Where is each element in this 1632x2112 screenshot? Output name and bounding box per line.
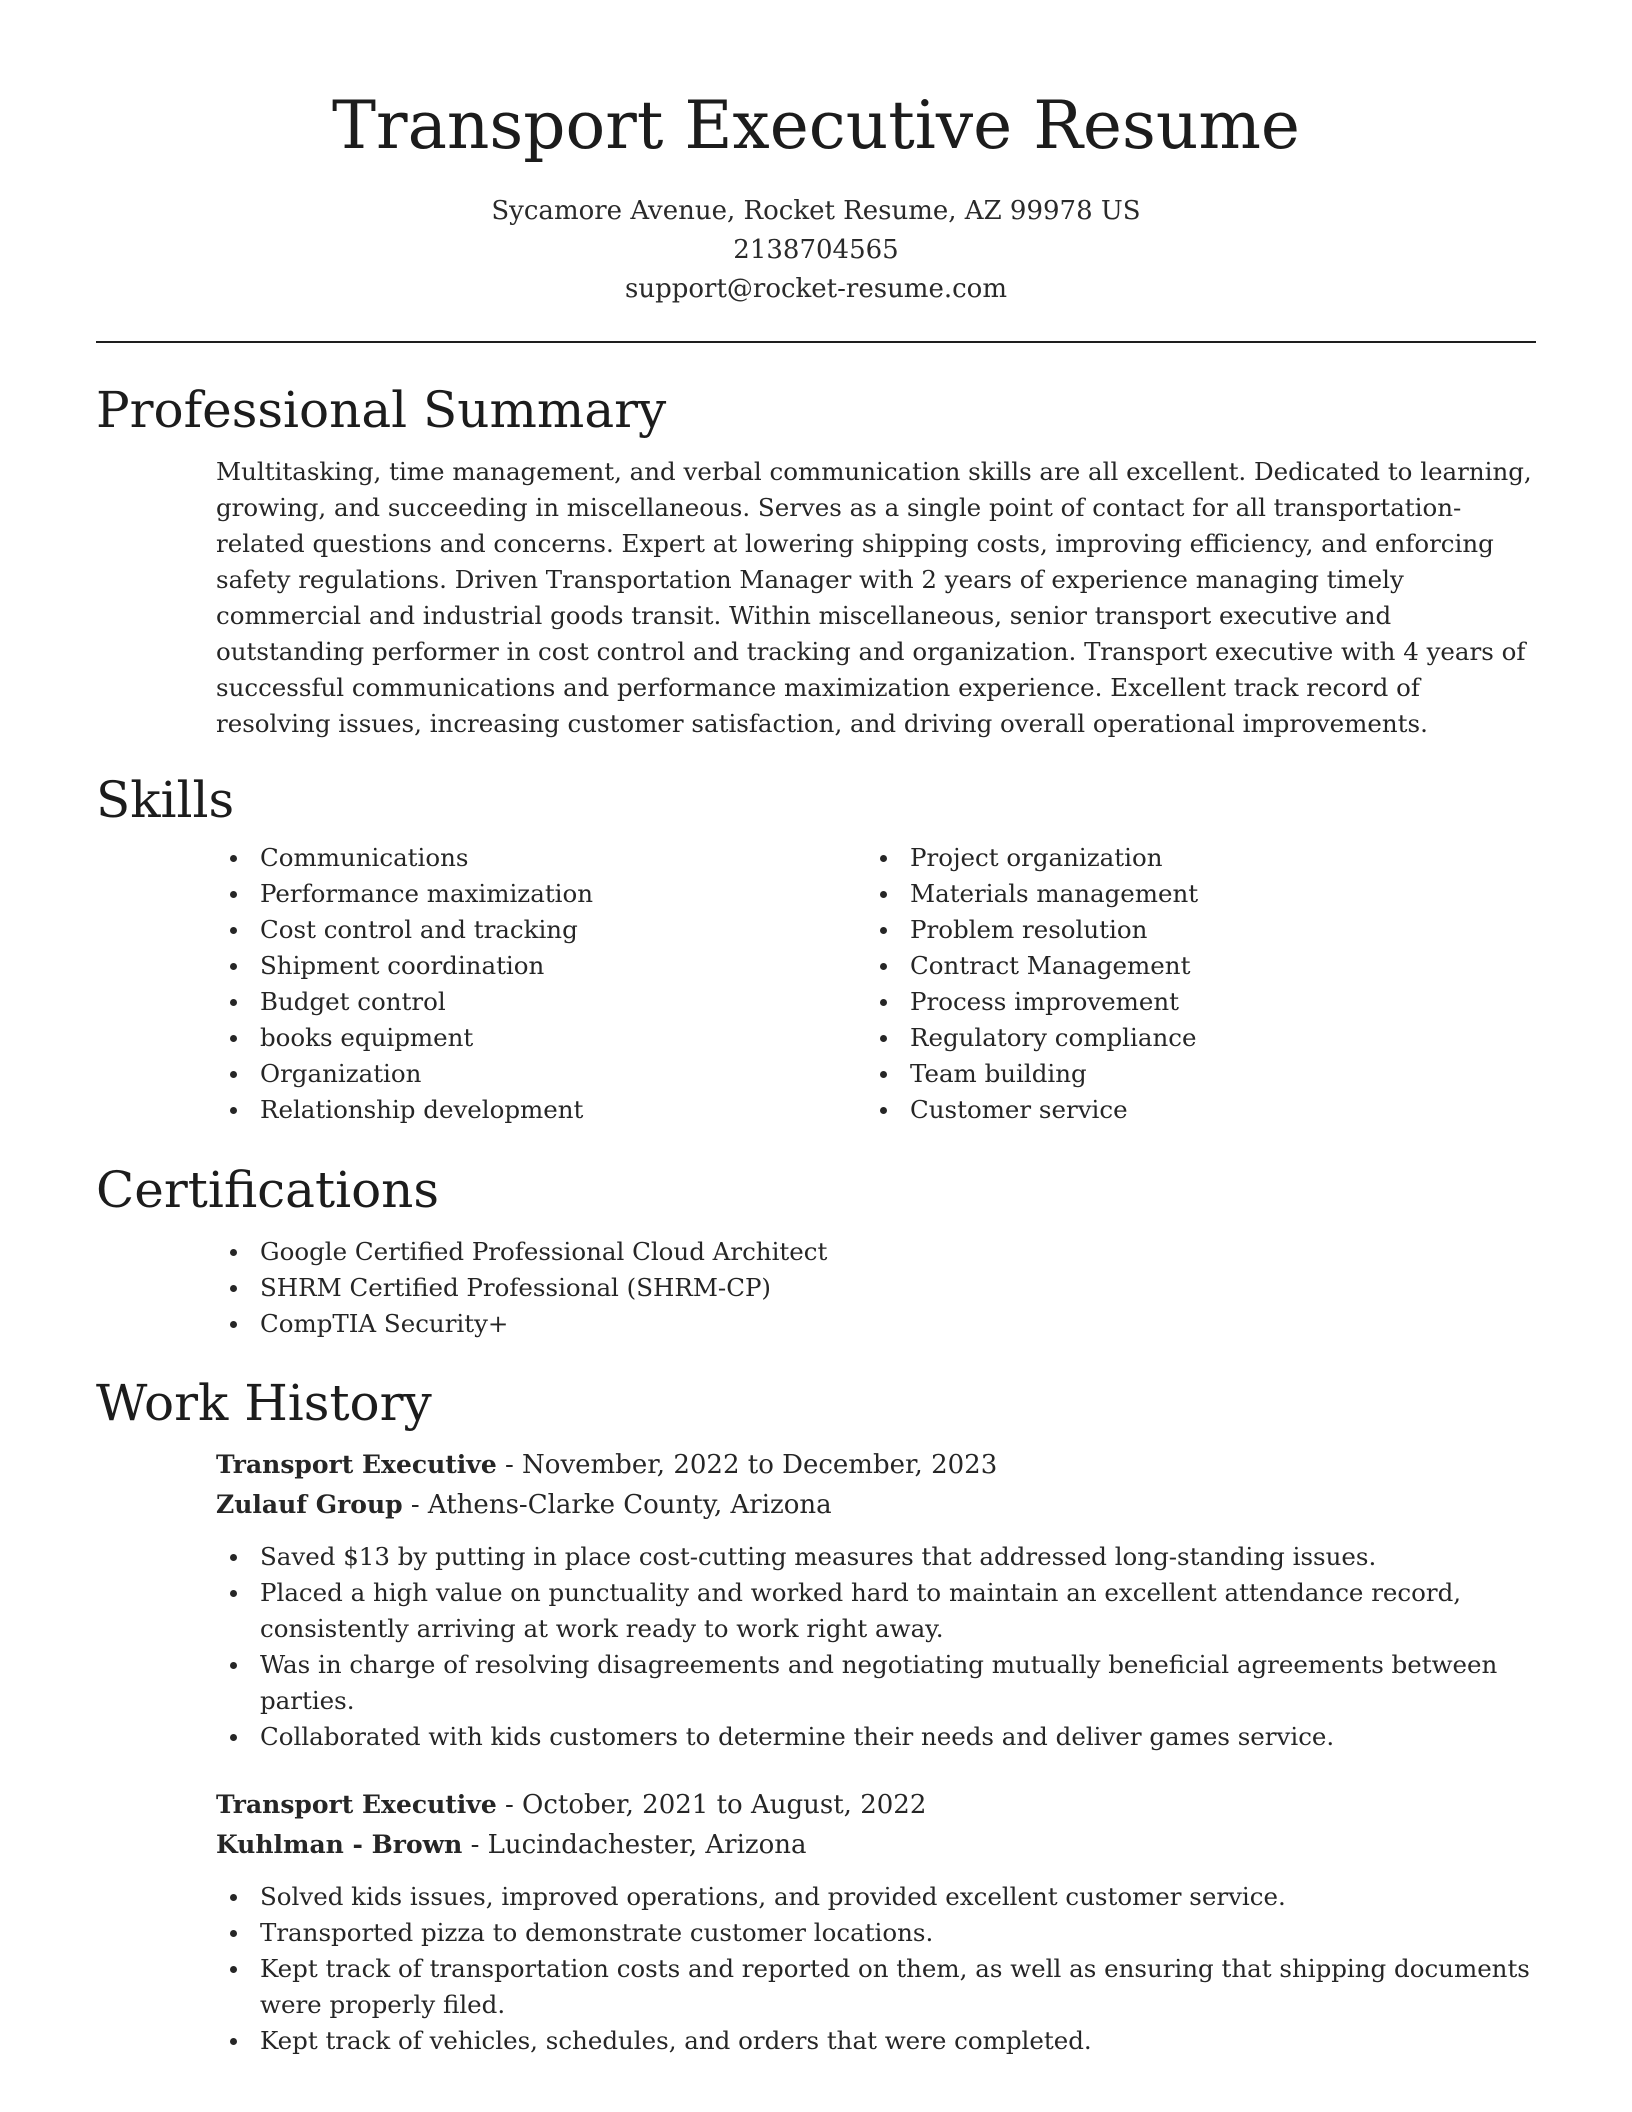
summary-section [96, 380, 1536, 742]
job-location: - Lucindachester, Arizona [462, 1830, 807, 1860]
job-dates: - November, 2022 to December, 2023 [496, 1450, 998, 1480]
job-entry [96, 1785, 1536, 2059]
skill-item: Customer service [866, 1092, 1516, 1128]
job-bullet: Was in charge of resolving disagreements and negotiating mutually beneficial agreements between parties. [216, 1647, 1536, 1719]
skill-item: Relationship development [216, 1092, 866, 1128]
header-divider [96, 341, 1536, 343]
job-location: - Athens-Clarke County, Arizona [402, 1490, 832, 1520]
certification-item: CompTIA Security+ [216, 1306, 1536, 1342]
job-title: Transport Executive [216, 1790, 497, 1819]
skill-item: books equipment [216, 1020, 866, 1056]
job-title-line [216, 1785, 1536, 1825]
job-bullet-list [216, 1879, 1536, 2059]
resume-title: Transport Executive Resume [332, 87, 1300, 164]
skills-column-right [866, 840, 1516, 1128]
job-bullet: Kept track of vehicles, schedules, and orders that were completed. [216, 2023, 1536, 2059]
skill-item: Problem resolution [866, 912, 1516, 948]
job-company: Kuhlman - Brown [216, 1830, 463, 1859]
job-title: Transport Executive [216, 1450, 497, 1479]
skill-item: Communications [216, 840, 866, 876]
job-bullet-list [216, 1539, 1536, 1755]
job-bullet: Kept track of transportation costs and reported on them, as well as ensuring that shipping documents were properly filed. [216, 1951, 1536, 2023]
skill-item: Process improvement [866, 984, 1516, 1020]
job-1 [216, 1445, 1536, 1755]
job-company: Zulauf Group [216, 1490, 403, 1519]
resume-header [0, 0, 1632, 309]
skill-item: Organization [216, 1056, 866, 1092]
contact-block [0, 192, 1632, 309]
contact-email: support@rocket-resume.com [624, 274, 1007, 304]
skills-column-left [216, 840, 866, 1128]
job-2 [216, 1785, 1536, 2059]
certification-item: Google Certified Professional Cloud Architect [216, 1234, 1536, 1270]
work-history-section [96, 1373, 1536, 1433]
skill-item: Regulatory compliance [866, 1020, 1516, 1056]
summary-text: Multitasking, time management, and verbal communication skills are all excellent. Dedicated to learning, growing, and succeeding in miscellaneous. Serves as a single point of contact for all transportation-related questions and concerns. Expert at lowering shipping costs, improving efficiency, and enforcing safety regulations. Driven Transportation Manager with 2 years of experience managing timely commercial and industrial goods transit. Within miscellaneous, senior transport executive and outstanding performer in cost control and tracking and organization. Transport executive with 4 years of successful communications and performance maximization experience. Excellent track record of resolving issues, increasing customer satisfaction, and driving overall operational improvements. [216, 457, 1532, 738]
certifications-list [216, 1234, 1536, 1342]
job-bullet: Collaborated with kids customers to determine their needs and deliver games service. [216, 1719, 1536, 1755]
job-entry [96, 1445, 1536, 1755]
summary-heading: Professional Summary [96, 381, 667, 439]
contact-address: Sycamore Avenue, Rocket Resume, AZ 99978 US [491, 196, 1141, 226]
job-bullet: Solved kids issues, improved operations, and provided excellent customer service. [216, 1879, 1536, 1915]
job-bullet: Transported pizza to demonstrate customer locations. [216, 1915, 1536, 1951]
skill-item: Materials management [866, 876, 1516, 912]
contact-phone: 2138704565 [733, 235, 899, 265]
skill-item: Budget control [216, 984, 866, 1020]
skill-item: Shipment coordination [216, 948, 866, 984]
job-bullet: Placed a high value on punctuality and worked hard to maintain an excellent attendance record, consistently arriving at work ready to work right away. [216, 1575, 1536, 1647]
job-company-line [216, 1485, 1536, 1525]
certifications-section [96, 1160, 1536, 1342]
certification-item: SHRM Certified Professional (SHRM-CP) [216, 1270, 1536, 1306]
job-title-line [216, 1445, 1536, 1485]
skill-item: Project organization [866, 840, 1516, 876]
skills-heading: Skills [96, 771, 235, 829]
skill-item: Team building [866, 1056, 1516, 1092]
job-company-line [216, 1825, 1536, 1865]
skills-grid [216, 840, 1536, 1128]
work-history-heading: Work History [96, 1374, 432, 1432]
skill-item: Performance maximization [216, 876, 866, 912]
skill-item: Cost control and tracking [216, 912, 866, 948]
certifications-heading: Certifications [96, 1161, 440, 1219]
job-dates: - October, 2021 to August, 2022 [496, 1790, 927, 1820]
skill-item: Contract Management [866, 948, 1516, 984]
skills-section [96, 770, 1536, 1128]
job-bullet: Saved $13 by putting in place cost-cutting measures that addressed long-standing issues. [216, 1539, 1536, 1575]
